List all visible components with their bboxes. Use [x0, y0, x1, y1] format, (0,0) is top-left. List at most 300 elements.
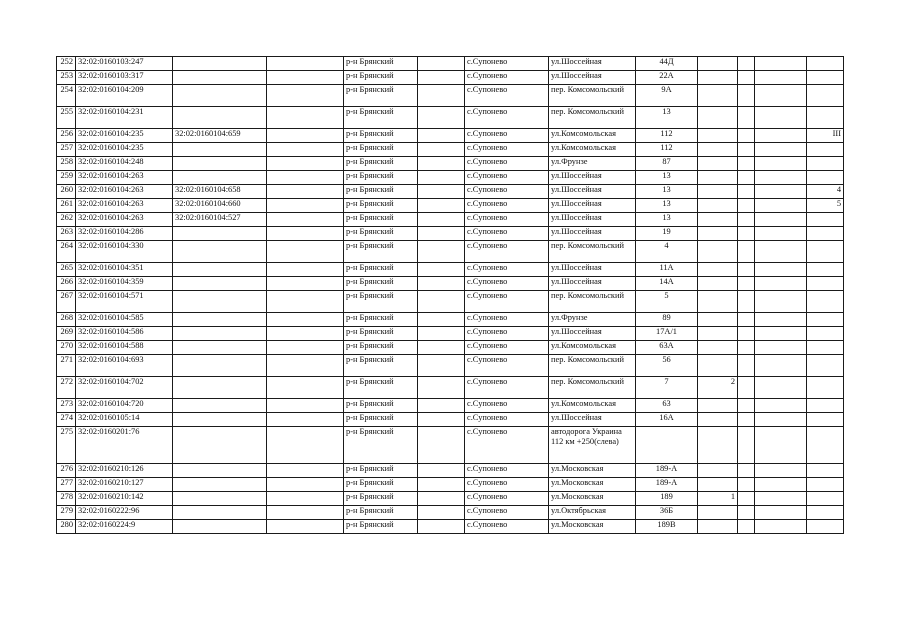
house-number-cell: 4	[636, 241, 698, 263]
empty-cell	[755, 129, 807, 143]
empty-cell	[738, 355, 755, 377]
empty-cell	[738, 291, 755, 313]
row-number-cell: 252	[57, 57, 76, 71]
cadastral-number-cell: 32:02:0160104:693	[76, 355, 173, 377]
empty-cell	[267, 291, 344, 313]
room-cell	[807, 277, 844, 291]
cadastral-number-cell: 32:02:0160104:235	[76, 129, 173, 143]
settlement-cell: с.Супонево	[465, 506, 549, 520]
empty-cell	[267, 171, 344, 185]
empty-cell	[267, 143, 344, 157]
settlement-cell: с.Супонево	[465, 241, 549, 263]
apartment-cell	[698, 85, 738, 107]
table-row	[57, 57, 844, 71]
room-cell	[807, 263, 844, 277]
apartment-cell: 1	[698, 492, 738, 506]
empty-cell	[418, 85, 465, 107]
empty-cell	[755, 227, 807, 241]
empty-cell	[267, 57, 344, 71]
apartment-cell	[698, 464, 738, 478]
table-row	[57, 520, 844, 534]
district-cell: р-н Брянский	[344, 520, 418, 534]
house-number-cell: 13	[636, 171, 698, 185]
settlement-cell: с.Супонево	[465, 85, 549, 107]
empty-cell	[738, 71, 755, 85]
empty-cell	[755, 464, 807, 478]
district-cell: р-н Брянский	[344, 478, 418, 492]
empty-cell	[267, 506, 344, 520]
district-cell: р-н Брянский	[344, 213, 418, 227]
apartment-cell: 2	[698, 377, 738, 399]
empty-cell	[755, 213, 807, 227]
empty-cell	[738, 227, 755, 241]
district-cell: р-н Брянский	[344, 227, 418, 241]
empty-cell	[755, 143, 807, 157]
street-cell: ул.Комсомольская	[549, 399, 636, 413]
settlement-cell: с.Супонево	[465, 129, 549, 143]
empty-cell	[755, 57, 807, 71]
row-number-cell: 269	[57, 327, 76, 341]
empty-cell	[738, 399, 755, 413]
district-cell: р-н Брянский	[344, 199, 418, 213]
empty-cell	[755, 157, 807, 171]
empty-cell	[755, 478, 807, 492]
cadastral-number-cell: 32:02:0160104:263	[76, 171, 173, 185]
room-cell	[807, 71, 844, 85]
district-cell: р-н Брянский	[344, 341, 418, 355]
empty-cell	[738, 171, 755, 185]
cadastral-number-cell: 32:02:0160104:359	[76, 277, 173, 291]
cadastral-number-cell: 32:02:0160103:247	[76, 57, 173, 71]
linked-cadastral-number-cell	[173, 464, 267, 478]
house-number-cell: 44Д	[636, 57, 698, 71]
district-cell: р-н Брянский	[344, 277, 418, 291]
empty-cell	[418, 277, 465, 291]
empty-cell	[267, 85, 344, 107]
cadastral-number-cell: 32:02:0160104:586	[76, 327, 173, 341]
table-row	[57, 199, 844, 213]
row-number-cell: 260	[57, 185, 76, 199]
empty-cell	[755, 263, 807, 277]
street-cell: ул.Октябрьская	[549, 506, 636, 520]
room-cell	[807, 85, 844, 107]
street-cell: пер. Комсомольский	[549, 85, 636, 107]
street-cell: ул.Шоссейная	[549, 263, 636, 277]
house-number-cell: 13	[636, 107, 698, 129]
street-cell: ул.Московская	[549, 478, 636, 492]
empty-cell	[418, 241, 465, 263]
street-cell: ул.Шоссейная	[549, 185, 636, 199]
table-row	[57, 185, 844, 199]
street-cell: пер. Комсомольский	[549, 241, 636, 263]
empty-cell	[738, 427, 755, 464]
empty-cell	[418, 313, 465, 327]
linked-cadastral-number-cell	[173, 107, 267, 129]
empty-cell	[267, 199, 344, 213]
empty-cell	[755, 427, 807, 464]
empty-cell	[267, 277, 344, 291]
settlement-cell: с.Супонево	[465, 185, 549, 199]
table-row	[57, 85, 844, 107]
apartment-cell	[698, 213, 738, 227]
table-row	[57, 157, 844, 171]
street-cell: пер. Комсомольский	[549, 107, 636, 129]
settlement-cell: с.Супонево	[465, 57, 549, 71]
cadastral-number-cell: 32:02:0160104:702	[76, 377, 173, 399]
street-cell: ул.Московская	[549, 464, 636, 478]
empty-cell	[738, 464, 755, 478]
row-number-cell: 277	[57, 478, 76, 492]
house-number-cell: 13	[636, 213, 698, 227]
room-cell	[807, 171, 844, 185]
room-cell	[807, 143, 844, 157]
street-cell: ул.Шоссейная	[549, 199, 636, 213]
table-row	[57, 478, 844, 492]
linked-cadastral-number-cell	[173, 313, 267, 327]
apartment-cell	[698, 129, 738, 143]
district-cell: р-н Брянский	[344, 71, 418, 85]
empty-cell	[267, 341, 344, 355]
empty-cell	[418, 143, 465, 157]
empty-cell	[738, 506, 755, 520]
settlement-cell: с.Супонево	[465, 143, 549, 157]
street-cell: ул.Комсомольская	[549, 129, 636, 143]
table-row	[57, 413, 844, 427]
row-number-cell: 270	[57, 341, 76, 355]
district-cell: р-н Брянский	[344, 171, 418, 185]
settlement-cell: с.Супонево	[465, 355, 549, 377]
empty-cell	[738, 57, 755, 71]
settlement-cell: с.Супонево	[465, 71, 549, 85]
district-cell: р-н Брянский	[344, 241, 418, 263]
settlement-cell: с.Супонево	[465, 399, 549, 413]
street-cell: пер. Комсомольский	[549, 377, 636, 399]
linked-cadastral-number-cell	[173, 157, 267, 171]
house-number-cell: 17А/1	[636, 327, 698, 341]
cadastral-number-cell: 32:02:0160210:142	[76, 492, 173, 506]
house-number-cell: 13	[636, 185, 698, 199]
apartment-cell	[698, 199, 738, 213]
house-number-cell: 189	[636, 492, 698, 506]
cadastral-number-cell: 32:02:0160210:127	[76, 478, 173, 492]
settlement-cell: с.Супонево	[465, 291, 549, 313]
apartment-cell	[698, 327, 738, 341]
district-cell: р-н Брянский	[344, 57, 418, 71]
apartment-cell	[698, 227, 738, 241]
apartment-cell	[698, 478, 738, 492]
district-cell: р-н Брянский	[344, 185, 418, 199]
empty-cell	[418, 107, 465, 129]
street-cell: автодорога Украина 112 км +250(слева)	[549, 427, 636, 464]
empty-cell	[738, 520, 755, 534]
empty-cell	[738, 413, 755, 427]
district-cell: р-н Брянский	[344, 413, 418, 427]
cadastral-number-cell: 32:02:0160104:248	[76, 157, 173, 171]
room-cell	[807, 327, 844, 341]
row-number-cell: 268	[57, 313, 76, 327]
apartment-cell	[698, 71, 738, 85]
empty-cell	[755, 341, 807, 355]
settlement-cell: с.Супонево	[465, 171, 549, 185]
empty-cell	[418, 377, 465, 399]
table-row	[57, 71, 844, 85]
empty-cell	[738, 213, 755, 227]
row-number-cell: 266	[57, 277, 76, 291]
street-cell: ул.Комсомольская	[549, 143, 636, 157]
cadastral-number-cell: 32:02:0160104:263	[76, 199, 173, 213]
empty-cell	[418, 520, 465, 534]
street-cell: ул.Шоссейная	[549, 327, 636, 341]
empty-cell	[738, 341, 755, 355]
empty-cell	[418, 399, 465, 413]
row-number-cell: 276	[57, 464, 76, 478]
row-number-cell: 279	[57, 506, 76, 520]
empty-cell	[267, 157, 344, 171]
apartment-cell	[698, 506, 738, 520]
apartment-cell	[698, 413, 738, 427]
empty-cell	[418, 171, 465, 185]
room-cell	[807, 291, 844, 313]
district-cell: р-н Брянский	[344, 464, 418, 478]
room-cell	[807, 413, 844, 427]
settlement-cell: с.Супонево	[465, 327, 549, 341]
empty-cell	[755, 71, 807, 85]
settlement-cell: с.Супонево	[465, 213, 549, 227]
house-number-cell	[636, 427, 698, 464]
street-cell: ул.Шоссейная	[549, 213, 636, 227]
table-row	[57, 227, 844, 241]
empty-cell	[738, 143, 755, 157]
empty-cell	[418, 263, 465, 277]
settlement-cell: с.Супонево	[465, 313, 549, 327]
settlement-cell: с.Супонево	[465, 413, 549, 427]
empty-cell	[755, 355, 807, 377]
cadastral-number-cell: 32:02:0160104:263	[76, 213, 173, 227]
empty-cell	[738, 377, 755, 399]
empty-cell	[267, 107, 344, 129]
empty-cell	[738, 478, 755, 492]
row-number-cell: 273	[57, 399, 76, 413]
empty-cell	[738, 185, 755, 199]
empty-cell	[755, 171, 807, 185]
district-cell: р-н Брянский	[344, 129, 418, 143]
room-cell	[807, 213, 844, 227]
street-cell: ул.Шоссейная	[549, 171, 636, 185]
table-row	[57, 277, 844, 291]
district-cell: р-н Брянский	[344, 143, 418, 157]
empty-cell	[755, 107, 807, 129]
empty-cell	[418, 227, 465, 241]
cadastral-number-cell: 32:02:0160105:14	[76, 413, 173, 427]
street-cell: пер. Комсомольский	[549, 355, 636, 377]
settlement-cell: с.Супонево	[465, 492, 549, 506]
empty-cell	[755, 85, 807, 107]
settlement-cell: с.Супонево	[465, 263, 549, 277]
linked-cadastral-number-cell	[173, 291, 267, 313]
empty-cell	[755, 492, 807, 506]
room-cell	[807, 464, 844, 478]
empty-cell	[267, 313, 344, 327]
linked-cadastral-number-cell	[173, 277, 267, 291]
linked-cadastral-number-cell	[173, 399, 267, 413]
empty-cell	[755, 377, 807, 399]
linked-cadastral-number-cell	[173, 85, 267, 107]
empty-cell	[418, 129, 465, 143]
linked-cadastral-number-cell: 32:02:0160104:659	[173, 129, 267, 143]
table-row	[57, 464, 844, 478]
district-cell: р-н Брянский	[344, 263, 418, 277]
apartment-cell	[698, 313, 738, 327]
settlement-cell: с.Супонево	[465, 199, 549, 213]
house-number-cell: 5	[636, 291, 698, 313]
empty-cell	[755, 241, 807, 263]
house-number-cell: 16А	[636, 413, 698, 427]
district-cell: р-н Брянский	[344, 107, 418, 129]
table-row	[57, 107, 844, 129]
empty-cell	[738, 263, 755, 277]
empty-cell	[418, 492, 465, 506]
district-cell: р-н Брянский	[344, 355, 418, 377]
table-row	[57, 291, 844, 313]
apartment-cell	[698, 355, 738, 377]
district-cell: р-н Брянский	[344, 492, 418, 506]
linked-cadastral-number-cell	[173, 57, 267, 71]
room-cell	[807, 427, 844, 464]
room-cell: III	[807, 129, 844, 143]
linked-cadastral-number-cell: 32:02:0160104:658	[173, 185, 267, 199]
empty-cell	[418, 341, 465, 355]
linked-cadastral-number-cell: 32:02:0160104:660	[173, 199, 267, 213]
linked-cadastral-number-cell	[173, 478, 267, 492]
district-cell: р-н Брянский	[344, 377, 418, 399]
empty-cell	[418, 478, 465, 492]
cadastral-number-cell: 32:02:0160222:96	[76, 506, 173, 520]
apartment-cell	[698, 291, 738, 313]
district-cell: р-н Брянский	[344, 399, 418, 413]
apartment-cell	[698, 107, 738, 129]
settlement-cell: с.Супонево	[465, 377, 549, 399]
empty-cell	[755, 199, 807, 213]
cadastral-number-cell: 32:02:0160104:585	[76, 313, 173, 327]
cadastral-number-cell: 32:02:0160201:76	[76, 427, 173, 464]
linked-cadastral-number-cell	[173, 327, 267, 341]
empty-cell	[267, 478, 344, 492]
room-cell	[807, 506, 844, 520]
table-row	[57, 213, 844, 227]
row-number-cell: 262	[57, 213, 76, 227]
linked-cadastral-number-cell	[173, 413, 267, 427]
house-number-cell: 19	[636, 227, 698, 241]
row-number-cell: 259	[57, 171, 76, 185]
empty-cell	[267, 427, 344, 464]
empty-cell	[755, 520, 807, 534]
linked-cadastral-number-cell	[173, 506, 267, 520]
apartment-cell	[698, 520, 738, 534]
room-cell	[807, 355, 844, 377]
house-number-cell: 89	[636, 313, 698, 327]
street-cell: ул.Шоссейная	[549, 277, 636, 291]
house-number-cell: 11А	[636, 263, 698, 277]
row-number-cell: 254	[57, 85, 76, 107]
row-number-cell: 271	[57, 355, 76, 377]
room-cell	[807, 478, 844, 492]
empty-cell	[755, 413, 807, 427]
settlement-cell: с.Супонево	[465, 464, 549, 478]
row-number-cell: 253	[57, 71, 76, 85]
apartment-cell	[698, 341, 738, 355]
room-cell	[807, 157, 844, 171]
table-row	[57, 241, 844, 263]
row-number-cell: 264	[57, 241, 76, 263]
empty-cell	[755, 185, 807, 199]
apartment-cell	[698, 277, 738, 291]
room-cell	[807, 341, 844, 355]
house-number-cell: 87	[636, 157, 698, 171]
empty-cell	[267, 327, 344, 341]
table-body	[57, 57, 844, 534]
table-row	[57, 143, 844, 157]
apartment-cell	[698, 241, 738, 263]
row-number-cell: 265	[57, 263, 76, 277]
district-cell: р-н Брянский	[344, 506, 418, 520]
settlement-cell: с.Супонево	[465, 227, 549, 241]
cadastral-number-cell: 32:02:0160104:209	[76, 85, 173, 107]
empty-cell	[267, 492, 344, 506]
cadastral-number-cell: 32:02:0160103:317	[76, 71, 173, 85]
room-cell: 5	[807, 199, 844, 213]
empty-cell	[738, 277, 755, 291]
house-number-cell: 189В	[636, 520, 698, 534]
linked-cadastral-number-cell	[173, 377, 267, 399]
empty-cell	[738, 313, 755, 327]
row-number-cell: 280	[57, 520, 76, 534]
house-number-cell: 189-А	[636, 478, 698, 492]
empty-cell	[418, 185, 465, 199]
table-row	[57, 377, 844, 399]
house-number-cell: 7	[636, 377, 698, 399]
room-cell	[807, 492, 844, 506]
row-number-cell: 255	[57, 107, 76, 129]
empty-cell	[418, 199, 465, 213]
street-cell: ул.Фрунзе	[549, 313, 636, 327]
empty-cell	[418, 291, 465, 313]
settlement-cell: с.Супонево	[465, 478, 549, 492]
empty-cell	[418, 464, 465, 478]
room-cell	[807, 227, 844, 241]
cadastral-number-cell: 32:02:0160104:351	[76, 263, 173, 277]
empty-cell	[755, 327, 807, 341]
empty-cell	[738, 492, 755, 506]
district-cell: р-н Брянский	[344, 427, 418, 464]
table-row	[57, 129, 844, 143]
linked-cadastral-number-cell	[173, 427, 267, 464]
empty-cell	[418, 213, 465, 227]
house-number-cell: 36Б	[636, 506, 698, 520]
apartment-cell	[698, 143, 738, 157]
house-number-cell: 56	[636, 355, 698, 377]
street-cell: пер. Комсомольский	[549, 291, 636, 313]
empty-cell	[267, 377, 344, 399]
row-number-cell: 275	[57, 427, 76, 464]
table-row	[57, 492, 844, 506]
empty-cell	[418, 355, 465, 377]
empty-cell	[755, 399, 807, 413]
street-cell: ул.Шоссейная	[549, 71, 636, 85]
table-row	[57, 506, 844, 520]
empty-cell	[755, 277, 807, 291]
cadastral-number-cell: 32:02:0160104:235	[76, 143, 173, 157]
settlement-cell: с.Супонево	[465, 341, 549, 355]
